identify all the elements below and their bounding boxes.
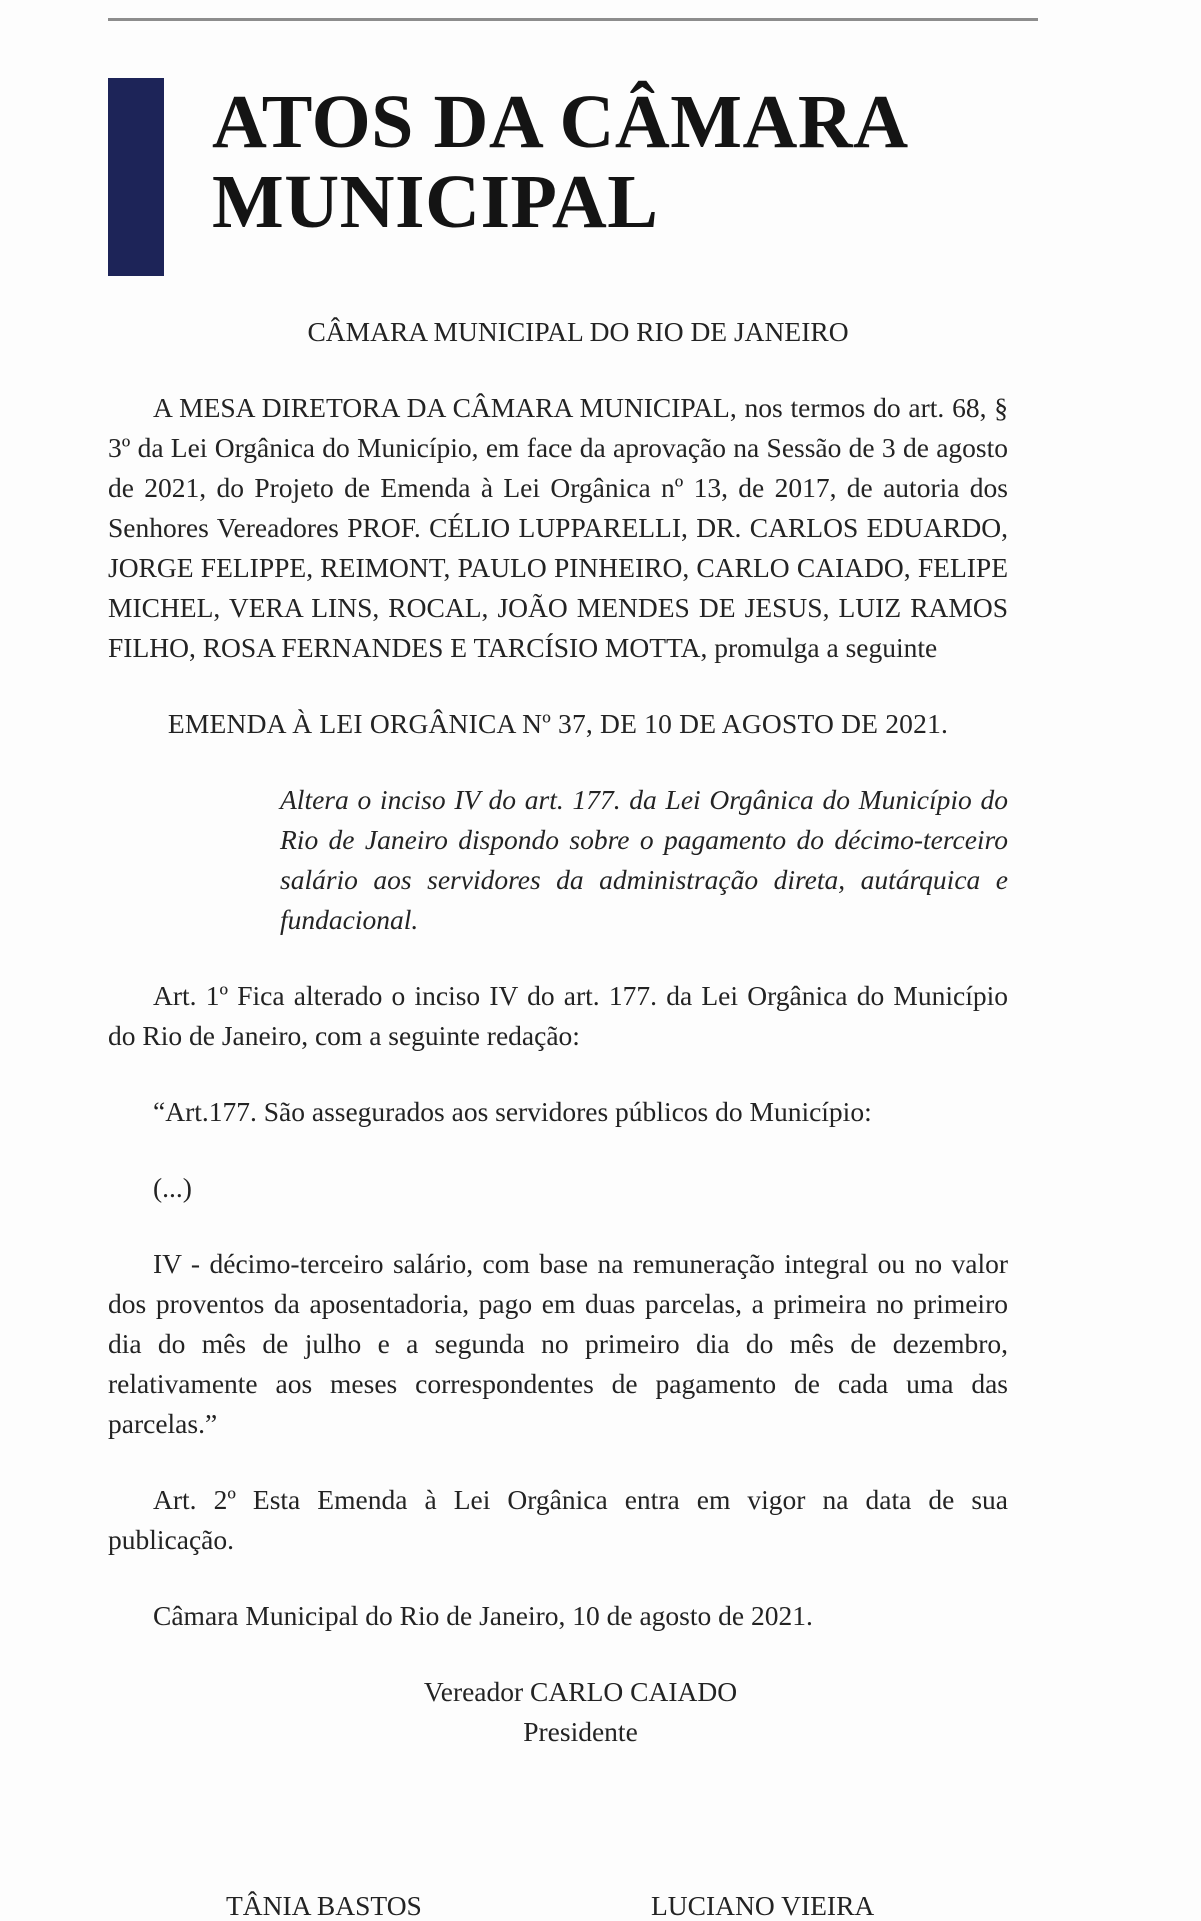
top-divider xyxy=(108,18,1038,21)
president-role: Presidente xyxy=(523,1716,638,1747)
signatory-left-name: TÂNIA BASTOS xyxy=(226,1890,422,1921)
president-name: Vereador CARLO CAIADO xyxy=(423,1676,738,1707)
article-1: Art. 1º Fica alterado o inciso IV do art. 177. da Lei Orgânica do Município do Rio de Janeiro, com a seguinte redação: xyxy=(108,980,1008,1051)
quoted-article-177: “Art.177. São assegurados aos servidores públicos do Município: xyxy=(153,1096,872,1127)
ementa-paragraph: Altera o inciso IV do art. 177. da Lei Orgânica do Município do Rio de Janeiro dispondo sobre o pagamento do décimo-terceiro salário aos servidores da administração direta, autárquica e fundacional. xyxy=(280,784,1008,935)
section-title xyxy=(212,82,1032,242)
signatory-right-name: LUCIANO VIEIRA xyxy=(651,1890,875,1921)
section-title-line2: MUNICIPAL xyxy=(212,160,659,244)
inciso-iv: IV - décimo-terceiro salário, com base na remuneração integral ou no valor dos proventos da aposentadoria, pago em duas parcelas, a primeira no primeiro dia do mês de julho e a segunda no primeiro dia do mês de dezembro, relativamente aos meses correspondentes de pagamento de cada uma das parcelas.” xyxy=(108,1248,1008,1439)
document-body xyxy=(108,312,1008,1752)
omission-marker: (...) xyxy=(153,1172,192,1203)
place-and-date: Câmara Municipal do Rio de Janeiro, 10 de agosto de 2021. xyxy=(153,1600,813,1631)
preamble-paragraph: A MESA DIRETORA DA CÂMARA MUNICIPAL, nos termos do art. 68, § 3º da Lei Orgânica do Município, em face da aprovação na Sessão de 3 de agosto de 2021, do Projeto de Emenda à Lei Orgânica nº 13, de 2017, de autoria dos Senhores Vereadores PROF. CÉLIO LUPPARELLI, DR. CARLOS EDUARDO, JORGE FELIPPE, REIMONT, PAULO PINHEIRO, CARLO CAIADO, FELIPE MICHEL, VERA LINS, ROCAL, JOÃO MENDES DE JESUS, LUIZ RAMOS FILHO, ROSA FERNANDES E TARCÍSIO MOTTA, promulga a seguinte xyxy=(108,392,1008,663)
article-2: Art. 2º Esta Emenda à Lei Orgânica entra em vigor na data de sua publicação. xyxy=(108,1484,1008,1555)
organization-name: CÂMARA MUNICIPAL DO RIO DE JANEIRO xyxy=(307,316,849,347)
section-title-line1: ATOS DA CÂMARA xyxy=(212,80,909,164)
header-accent-bar xyxy=(108,78,164,276)
amendment-title: EMENDA À LEI ORGÂNICA Nº 37, DE 10 DE AGOSTO DE 2021. xyxy=(167,708,949,739)
president-signature xyxy=(108,1672,1008,1752)
secretaries-signatures xyxy=(0,1886,1201,1921)
